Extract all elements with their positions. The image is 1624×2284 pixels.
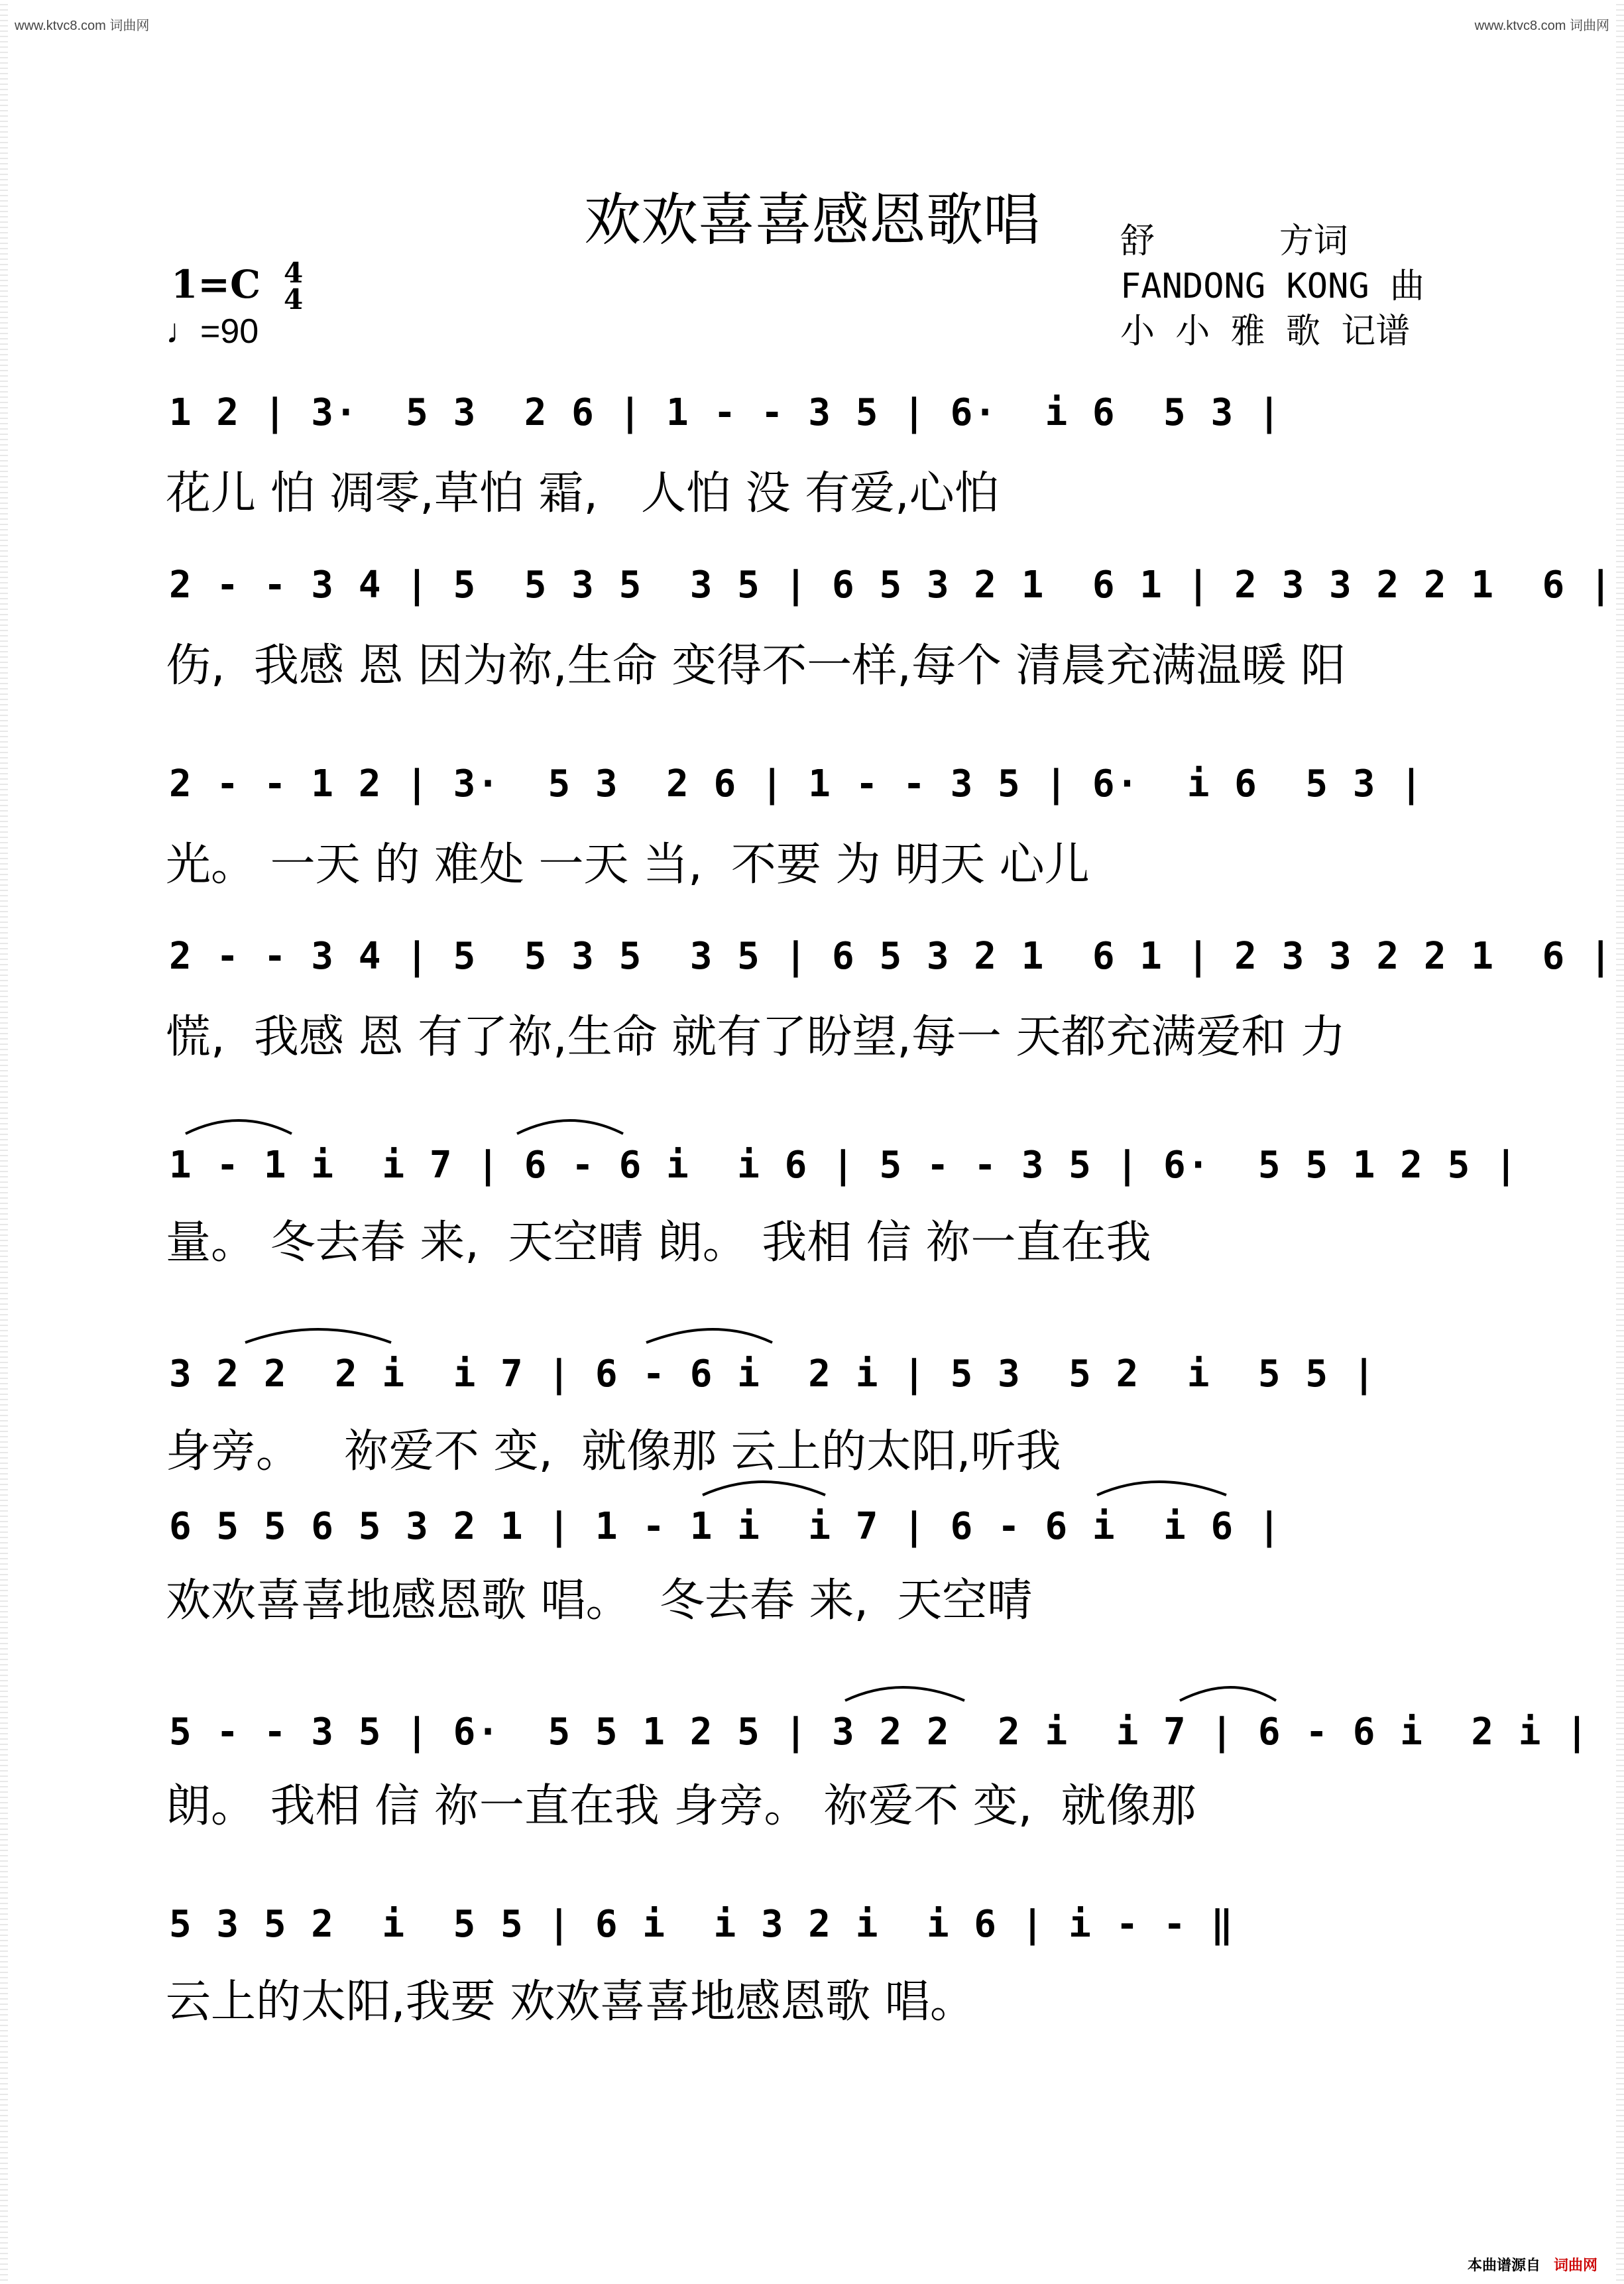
header-left-url: www.ktvc8.com 词曲网 — [15, 19, 150, 33]
song-title: 欢欢喜喜感恩歌唱 — [584, 187, 1040, 253]
lyricist-credit: 舒 方词 — [1120, 221, 1348, 261]
transcriber-credit: 小 小 雅 歌 记谱 — [1120, 312, 1411, 351]
time-signature-top: 4 — [284, 257, 304, 289]
lyrics-row-8: 朗。 我相 信 祢一直在我 身旁。 祢爱不 变, 就像那 — [166, 1780, 1196, 1833]
slur-1 — [186, 1120, 292, 1134]
notes-row-7: 6 5 5 6 5 3 2 1 | 1 - 1 i i 7 | 6 - 6 i i 6 | — [169, 1505, 1282, 1548]
slur-4 — [646, 1329, 772, 1343]
notes-row-9: 5 3 5 2 i 5 5 | 6 i i 3 2 i i 6 | i - - ‖ — [169, 1903, 1235, 1946]
notes-row-6: 3 2 2 2 i i 7 | 6 - 6 i 2 i | 5 3 5 2 i 5 5 | — [169, 1352, 1377, 1396]
notes-row-2: 2 - - 3 4 | 5 5 3 5 3 5 | 6 5 3 2 1 6 1 | 2 3 3 2 2 1 6 | — [169, 564, 1613, 607]
lyrics-row-5: 量。 冬去春 来, 天空晴 朗。 我相 信 祢一直在我 — [166, 1217, 1151, 1269]
lyrics-row-6: 身旁。 祢爱不 变, 就像那 云上的太阳,听我 — [166, 1425, 1061, 1478]
tempo-marking: ♩=90 — [166, 312, 259, 351]
footer-site: 词曲网 — [1553, 2257, 1597, 2273]
notes-row-8: 5 - - 3 5 | 6· 5 5 1 2 5 | 3 2 2 2 i i 7 | 6 - 6 i 2 i | — [169, 1711, 1590, 1754]
notes-row-1: 1 2 | 3· 5 3 2 6 | 1 - - 3 5 | 6· i 6 5 3 | — [169, 391, 1282, 434]
slur-3 — [245, 1329, 391, 1343]
notes-row-3: 2 - - 1 2 | 3· 5 3 2 6 | 1 - - 3 5 | 6· i 6 5 3 | — [169, 762, 1424, 806]
notes-row-4: 2 - - 3 4 | 5 5 3 5 3 5 | 6 5 3 2 1 6 1 | 2 3 3 2 2 1 6 | — [169, 935, 1613, 978]
lyrics-row-7: 欢欢喜喜地感恩歌 唱。 冬去春 来, 天空晴 — [166, 1575, 1033, 1627]
footer-source: 本曲谱源自 — [1467, 2257, 1540, 2273]
lyrics-row-2: 伤, 我感 恩 因为祢,生命 变得不一样,每个 清晨充满温暖 阳 — [166, 640, 1346, 692]
slur-5 — [703, 1482, 825, 1495]
lyrics-row-3: 光。 一天 的 难处 一天 当, 不要 为 明天 心儿 — [166, 839, 1090, 891]
lyrics-row-9: 云上的太阳,我要 欢欢喜喜地感恩歌 唱。 — [166, 1976, 975, 2028]
header-right-url: www.ktvc8.com 词曲网 — [1474, 19, 1609, 33]
time-signature-bottom: 4 — [284, 283, 304, 316]
lyrics-row-4: 慌, 我感 恩 有了祢,生命 就有了盼望,每一 天都充满爱和 力 — [166, 1011, 1346, 1063]
key-signature: 1=C — [171, 262, 261, 307]
slur-6 — [1097, 1482, 1226, 1495]
lyrics-row-1: 花儿 怕 凋零,草怕 霜, 人怕 没 有爱,心怕 — [166, 467, 1000, 520]
notes-row-5: 1 - 1 i i 7 | 6 - 6 i i 6 | 5 - - 3 5 | 6· 5 5 1 2 5 | — [169, 1144, 1519, 1187]
slur-7 — [845, 1687, 964, 1701]
composer-credit: FANDONG KONG 曲 — [1120, 267, 1424, 306]
slur-8 — [1180, 1687, 1276, 1701]
footer — [1468, 2254, 1597, 2275]
slur-2 — [517, 1120, 623, 1134]
